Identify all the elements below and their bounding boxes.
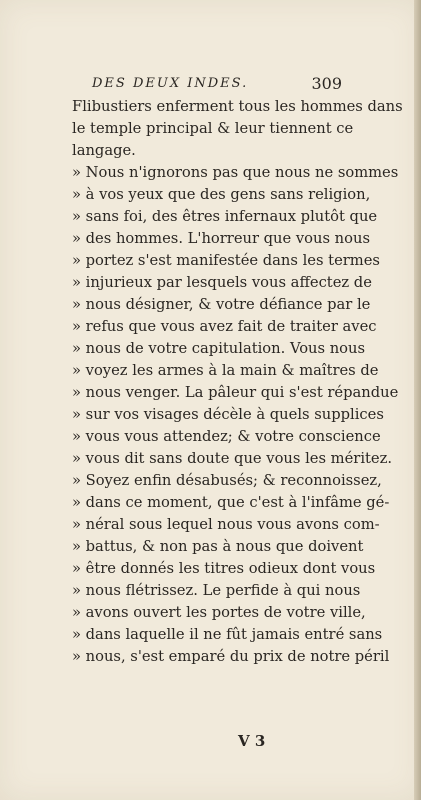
text-line: » à vos yeux que des gens sans religion, xyxy=(72,186,371,203)
text-line: » sans foi, des êtres infernaux plutôt que xyxy=(72,208,378,225)
page-edge xyxy=(414,0,421,800)
text-line: » dans laquelle il ne fût jamais entré sans xyxy=(72,626,383,643)
body-text xyxy=(72,96,403,668)
text-line: » Soyez enfin désabusés; & reconnoissez, xyxy=(72,472,382,489)
text-line: » vous vous attendez; & votre conscience xyxy=(72,428,381,445)
text-line: » être donnés les titres odieux dont vous xyxy=(72,560,376,577)
running-head: DES DEUX INDES. xyxy=(92,76,249,91)
text-line: » vous dit sans doute que vous les méritez. xyxy=(72,450,393,467)
text-line: Flibustiers enferment tous les hommes dans xyxy=(72,98,403,115)
text-line: » voyez les armes à la main & maîtres de xyxy=(72,362,379,379)
text-line: » néral sous lequel nous vous avons com- xyxy=(72,516,380,533)
text-line: le temple principal & leur tiennent ce xyxy=(72,120,354,137)
text-line: » Nous n'ignorons pas que nous ne sommes xyxy=(72,164,399,181)
text-line: » battus, & non pas à nous que doivent xyxy=(72,538,364,555)
page-header xyxy=(92,74,342,96)
signature-mark: V 3 xyxy=(238,732,266,750)
text-line: » refus que vous avez fait de traiter avec xyxy=(72,318,377,335)
text-line: » nous de votre capitulation. Vous nous xyxy=(72,340,366,357)
text-line: » nous venger. La pâleur qui s'est répandue xyxy=(72,384,399,401)
text-line: » nous flétrissez. Le perfide à qui nous xyxy=(72,582,361,599)
text-line: » portez s'est manifestée dans les termes xyxy=(72,252,380,269)
text-line: » nous désigner, & votre défiance par le xyxy=(72,296,371,313)
text-line: langage. xyxy=(72,142,136,159)
text-line: » dans ce moment, que c'est à l'infâme gé- xyxy=(72,494,390,511)
text-line: » des hommes. L'horreur que vous nous xyxy=(72,230,370,247)
text-line: » nous, s'est emparé du prix de notre péril xyxy=(72,648,390,665)
page-number: 309 xyxy=(311,74,342,93)
text-line: » sur vos visages décèle à quels supplices xyxy=(72,406,384,423)
text-line: » avons ouvert les portes de votre ville, xyxy=(72,604,366,621)
text-line: » injurieux par lesquels vous affectez de xyxy=(72,274,372,291)
